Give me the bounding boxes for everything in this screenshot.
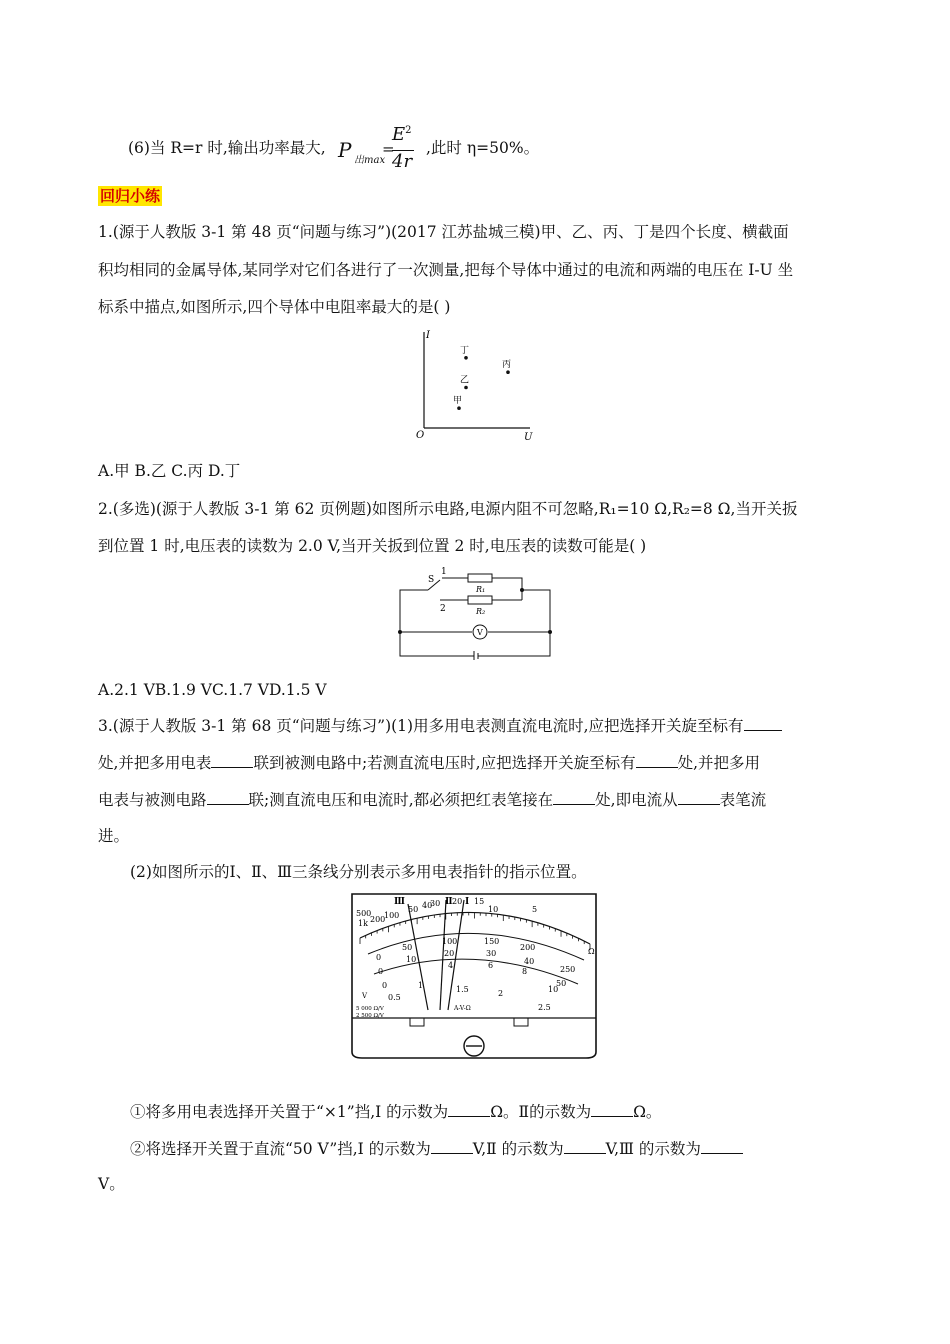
label-ii: Ⅱ (445, 897, 453, 907)
svg-text:1.5: 1.5 (456, 985, 469, 994)
circuit-diagram (392, 564, 558, 660)
svg-text:5 000 Ω/V: 5 000 Ω/V (356, 1006, 384, 1012)
svg-text:20: 20 (452, 897, 463, 906)
svg-text:30: 30 (430, 899, 441, 908)
svg-text:50: 50 (402, 943, 413, 952)
point-2 (464, 386, 468, 390)
q3-line3: 电表与被测电路 联;测直流电压和电流时,都必须把红表笔接在 处,即电流从 表笔流 (98, 791, 767, 809)
svg-text:0: 0 (378, 967, 384, 976)
svg-text:100: 100 (442, 937, 458, 946)
label-iii: Ⅲ (394, 897, 405, 907)
point-1 (506, 370, 510, 374)
svg-text:4: 4 (448, 961, 454, 970)
svg-text:100: 100 (384, 911, 400, 920)
svg-text:10: 10 (488, 905, 499, 914)
q3-sub2: ②将选择开关置于直流“50 V”挡,Ⅰ 的示数为 V,Ⅱ 的示数为 V,Ⅲ 的示数为 (130, 1139, 743, 1159)
formula-p: P (338, 138, 352, 162)
label-i: Ⅰ (465, 897, 470, 907)
svg-text:500: 500 (356, 909, 372, 918)
svg-text:40: 40 (524, 957, 535, 966)
q1-line2: 积均相同的金属导体,某同学对它们各进行了一次测量,把每个导体中通过的电流和两端的电压在 I-U 坐 (98, 261, 794, 279)
origin-label: O (416, 430, 425, 441)
pos1-label: 1 (441, 567, 447, 577)
pos2-label: 2 (440, 604, 446, 614)
svg-text:2 500 Ω/V: 2 500 Ω/V (356, 1013, 384, 1019)
svg-text:0: 0 (376, 953, 382, 962)
svg-text:0.5: 0.5 (388, 993, 401, 1002)
axis-u-label: U (524, 432, 533, 443)
item6-text-before: (6)当 R=r 时,输出功率最大, (128, 139, 326, 157)
q1-options: A.甲 B.乙 C.丙 D.丁 (98, 462, 241, 480)
blank-9 (431, 1139, 473, 1154)
svg-text:20: 20 (444, 949, 455, 958)
point-label-3: 甲 (453, 396, 463, 407)
point-label-0: 丁 (460, 345, 470, 356)
svg-text:30: 30 (486, 949, 497, 958)
svg-text:50: 50 (408, 905, 419, 914)
svg-text:5: 5 (532, 905, 538, 914)
blank-5 (553, 790, 595, 805)
blank-8 (591, 1102, 633, 1117)
svg-text:6: 6 (488, 961, 494, 970)
formula-equals: = (382, 140, 395, 158)
blank-1 (744, 716, 782, 731)
point-0 (464, 356, 468, 360)
q3-sub2-end: V。 (98, 1175, 125, 1193)
blank-7 (448, 1102, 490, 1117)
formula-numerator: $E^2$ (392, 124, 412, 145)
q2-options: A.2.1 VB.1.9 VC.1.7 VD.1.5 V (98, 681, 327, 699)
axis-i-label: I (426, 330, 430, 341)
svg-text:8: 8 (522, 967, 528, 976)
voltmeter-label: V (477, 628, 483, 637)
switch-label: S (428, 575, 435, 585)
q3-line2: 处,并把多用电表 联到被测电路中;若测直流电压时,应把选择开关旋至标有 处,并把多用 (98, 754, 761, 772)
svg-text:250: 250 (560, 965, 576, 974)
svg-text:1k: 1k (358, 919, 368, 928)
iu-graph (412, 326, 542, 444)
svg-text:2: 2 (498, 989, 504, 998)
blank-11 (701, 1139, 743, 1154)
blank-4 (207, 790, 249, 805)
power-formula (338, 118, 428, 178)
q2-line2: 到位置 1 时,电压表的读数为 2.0 V,当开关扳到位置 2 时,电压表的读数可能是( ) (98, 537, 647, 555)
svg-text:A-V-Ω: A-V-Ω (454, 1005, 471, 1012)
item6-text-after: ,此时 η=50%。 (426, 139, 540, 157)
point-label-2: 乙 (460, 375, 470, 386)
svg-text:150: 150 (484, 937, 500, 946)
svg-text:50: 50 (556, 979, 567, 988)
svg-text:200: 200 (520, 943, 536, 952)
svg-text:10: 10 (406, 955, 417, 964)
blank-10 (564, 1139, 606, 1154)
q1-line1: 1.(源于人教版 3-1 第 48 页“问题与练习”)(2017 江苏盐城三模)甲、乙、丙、丁是四个长度、横截面 (98, 223, 789, 241)
svg-text:1: 1 (418, 981, 424, 990)
svg-text:V: V (362, 992, 368, 1000)
svg-text:40: 40 (422, 901, 433, 910)
svg-text:15: 15 (474, 897, 485, 906)
q1-line3: 标系中描点,如图所示,四个导体中电阻率最大的是( ) (98, 298, 451, 316)
r2-label: R₂ (476, 607, 486, 616)
q3-line4: 进。 (98, 827, 130, 845)
multimeter-dial (348, 892, 600, 1060)
q2-line1: 2.(多选)(源于人教版 3-1 第 62 页例题)如图所示电路,电源内阻不可忽略,R₁=10 Ω,R₂=8 Ω,当开关扳 (98, 500, 798, 518)
blank-2 (211, 753, 253, 768)
svg-text:200: 200 (370, 915, 386, 924)
blank-6 (678, 790, 720, 805)
point-3 (457, 406, 461, 410)
q3-line1: 3.(源于人教版 3-1 第 68 页“问题与练习”)(1)用多用电表测直流电流时,应把选择开关旋至标有 (98, 716, 782, 736)
svg-text:0: 0 (382, 981, 388, 990)
point-label-1: 丙 (502, 360, 512, 371)
svg-text:Ω: Ω (588, 947, 595, 956)
section-heading: 回归小练 (100, 187, 161, 205)
svg-text:2.5: 2.5 (538, 1003, 551, 1012)
formula-denominator: 4r (392, 151, 413, 172)
q3-sub1: ①将多用电表选择开关置于“×1”挡,Ⅰ 的示数为 Ω。Ⅱ的示数为 Ω。 (130, 1103, 662, 1121)
svg-text:10: 10 (548, 985, 559, 994)
r1-label: R₁ (476, 585, 486, 594)
formula-p-subscript: 出max (354, 155, 386, 166)
blank-3 (636, 753, 678, 768)
q3-line5: (2)如图所示的Ⅰ、Ⅱ、Ⅲ三条线分别表示多用电表指针的指示位置。 (130, 863, 587, 881)
